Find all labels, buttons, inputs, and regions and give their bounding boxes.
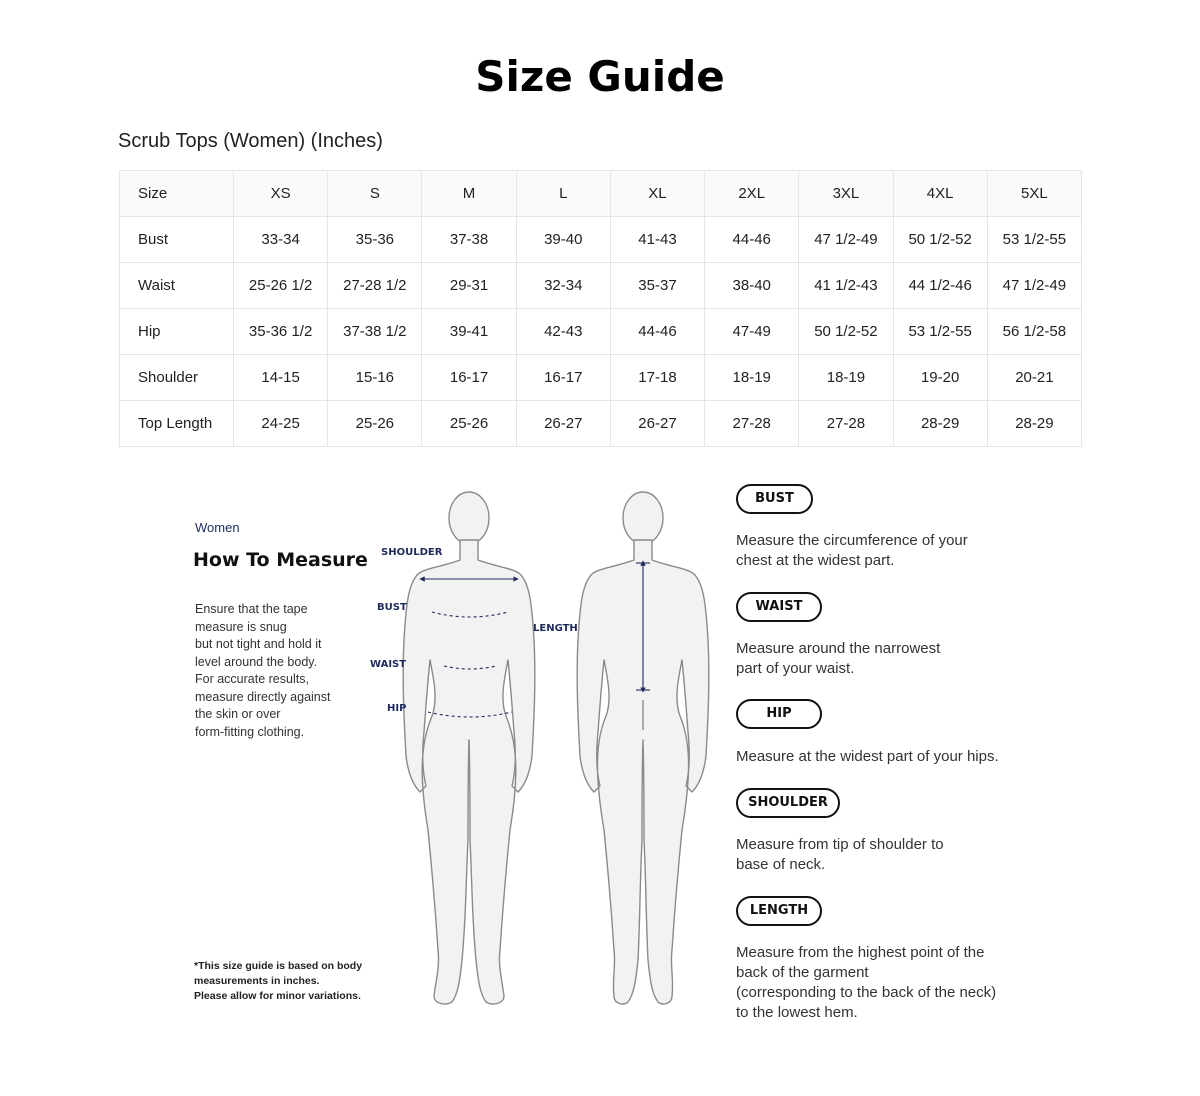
hip-badge: HIP: [736, 699, 822, 729]
table-cell: 24-25: [234, 401, 328, 447]
row-label: Hip: [120, 309, 234, 355]
table-cell: 14-15: [234, 355, 328, 401]
table-cell: 53 1/2-55: [987, 217, 1081, 263]
measure-instructions: Ensure that the tape measure is snug but not tight and hold it level around the body. For accurate results, measure directly against the skin or over form-fitting clothing.: [195, 602, 331, 739]
column-header: XL: [610, 171, 704, 217]
table-cell: 33-34: [234, 217, 328, 263]
bust-description: Measure the circumference of your chest at the widest part.: [736, 532, 968, 569]
table-cell: 28-29: [987, 401, 1081, 447]
table-cell: 20-21: [987, 355, 1081, 401]
column-header: Size: [120, 171, 234, 217]
figure-label-waist: WAIST: [370, 659, 407, 670]
figure-label-bust: BUST: [377, 602, 407, 613]
table-cell: 27-28: [799, 401, 893, 447]
row-label: Bust: [120, 217, 234, 263]
length-description: Measure from the highest point of the back of the garment (corresponding to the back of the neck) to the lowest hem.: [736, 944, 997, 1021]
table-cell: 35-36: [328, 217, 422, 263]
length-badge: LENGTH: [736, 896, 822, 926]
table-cell: 44 1/2-46: [893, 263, 987, 309]
column-header: 3XL: [799, 171, 893, 217]
table-cell: 26-27: [516, 401, 610, 447]
table-cell: 44-46: [610, 309, 704, 355]
table-cell: 35-36 1/2: [234, 309, 328, 355]
page-title: Size Guide: [475, 52, 725, 101]
table-cell: 41-43: [610, 217, 704, 263]
table-cell: 35-37: [610, 263, 704, 309]
table-cell: 25-26: [422, 401, 516, 447]
shoulder-description: Measure from tip of shoulder to base of neck.: [736, 836, 944, 873]
table-cell: 44-46: [705, 217, 799, 263]
table-cell: 25-26 1/2: [234, 263, 328, 309]
table-cell: 37-38 1/2: [328, 309, 422, 355]
column-header: 2XL: [705, 171, 799, 217]
table-cell: 47-49: [705, 309, 799, 355]
table-cell: 47 1/2-49: [987, 263, 1081, 309]
row-label: Shoulder: [120, 355, 234, 401]
how-to-measure-title: How To Measure: [193, 549, 368, 571]
table-cell: 42-43: [516, 309, 610, 355]
table-cell: 39-41: [422, 309, 516, 355]
table-cell: 50 1/2-52: [893, 217, 987, 263]
table-cell: 29-31: [422, 263, 516, 309]
table-cell: 26-27: [610, 401, 704, 447]
table-cell: 39-40: [516, 217, 610, 263]
waist-badge: WAIST: [736, 592, 822, 622]
column-header: 5XL: [987, 171, 1081, 217]
table-cell: 18-19: [799, 355, 893, 401]
column-header: S: [328, 171, 422, 217]
figure-label-shoulder: SHOULDER: [381, 547, 443, 558]
table-cell: 15-16: [328, 355, 422, 401]
waist-description: Measure around the narrowest part of your waist.: [736, 640, 941, 677]
shoulder-badge: SHOULDER: [736, 788, 840, 818]
women-label: Women: [195, 520, 240, 535]
table-cell: 32-34: [516, 263, 610, 309]
size-guide-footnote: *This size guide is based on body measurements in inches. Please allow for minor variations.: [194, 960, 363, 1002]
column-header: 4XL: [893, 171, 987, 217]
column-header: L: [516, 171, 610, 217]
table-cell: 25-26: [328, 401, 422, 447]
table-cell: 56 1/2-58: [987, 309, 1081, 355]
bust-badge: BUST: [736, 484, 813, 514]
table-cell: 16-17: [516, 355, 610, 401]
table-cell: 38-40: [705, 263, 799, 309]
table-cell: 16-17: [422, 355, 516, 401]
table-cell: 28-29: [893, 401, 987, 447]
front-body-figure: [403, 492, 535, 1004]
figure-label-hip: HIP: [387, 703, 407, 714]
table-cell: 27-28 1/2: [328, 263, 422, 309]
table-cell: 41 1/2-43: [799, 263, 893, 309]
table-cell: 18-19: [705, 355, 799, 401]
table-title: Scrub Tops (Women) (Inches): [118, 130, 383, 152]
column-header: M: [422, 171, 516, 217]
table-cell: 27-28: [705, 401, 799, 447]
row-label: Waist: [120, 263, 234, 309]
figure-label-length: LENGTH: [533, 623, 578, 634]
table-cell: 37-38: [422, 217, 516, 263]
table-cell: 53 1/2-55: [893, 309, 987, 355]
table-cell: 50 1/2-52: [799, 309, 893, 355]
table-cell: 19-20: [893, 355, 987, 401]
row-label: Top Length: [120, 401, 234, 447]
table-cell: 17-18: [610, 355, 704, 401]
column-header: XS: [234, 171, 328, 217]
hip-description: Measure at the widest part of your hips.: [736, 748, 999, 765]
table-cell: 47 1/2-49: [799, 217, 893, 263]
